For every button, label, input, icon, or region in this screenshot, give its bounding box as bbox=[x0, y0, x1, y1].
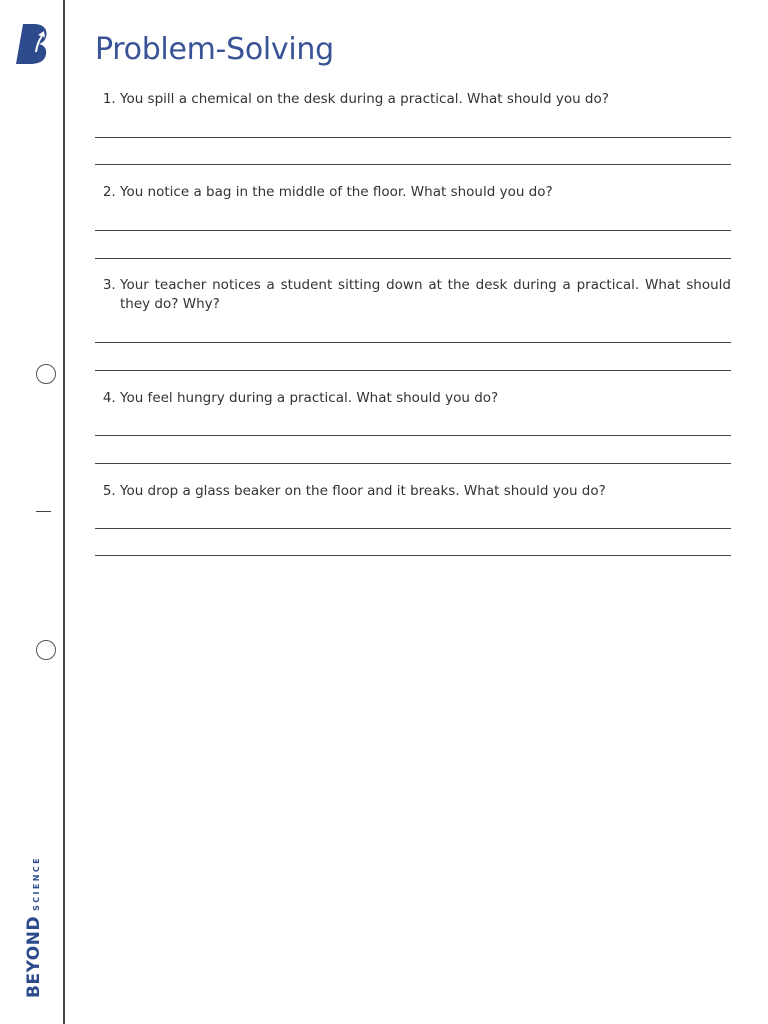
question-item-4 bbox=[95, 389, 731, 408]
brand-wordmark bbox=[24, 856, 44, 998]
punch-hole-bottom bbox=[36, 640, 56, 660]
answer-line[interactable] bbox=[95, 463, 731, 464]
question-number: 2. bbox=[102, 184, 116, 200]
answer-line[interactable] bbox=[95, 435, 731, 436]
question-text: You notice a bag in the middle of the floor. What should you do? bbox=[120, 184, 553, 200]
fold-mark bbox=[36, 511, 51, 512]
question-number: 4. bbox=[102, 390, 116, 406]
question-item-5 bbox=[95, 482, 731, 501]
answer-line[interactable] bbox=[95, 164, 731, 165]
answer-line[interactable] bbox=[95, 370, 731, 371]
answer-line[interactable] bbox=[95, 137, 731, 138]
question-item-2 bbox=[95, 183, 731, 202]
answer-line[interactable] bbox=[95, 258, 731, 259]
answer-line[interactable] bbox=[95, 528, 731, 529]
question-text: Your teacher notices a student sitting down at the desk during a practical. What should they do? Why? bbox=[120, 277, 731, 312]
question-text: You spill a chemical on the desk during a practical. What should you do? bbox=[120, 91, 609, 107]
answer-line[interactable] bbox=[95, 555, 731, 556]
question-number: 3. bbox=[102, 277, 116, 293]
question-text: You feel hungry during a practical. What should you do? bbox=[120, 390, 499, 406]
punch-hole-top bbox=[36, 364, 56, 384]
question-text: You drop a glass beaker on the floor and it breaks. What should you do? bbox=[120, 483, 606, 499]
answer-line[interactable] bbox=[95, 342, 731, 343]
question-item-1 bbox=[95, 90, 731, 109]
brand-name: BEYOND bbox=[24, 915, 44, 998]
margin-rule bbox=[63, 0, 65, 1024]
beyond-b-logo-icon bbox=[14, 22, 52, 66]
question-number: 5. bbox=[102, 483, 116, 499]
answer-line[interactable] bbox=[95, 230, 731, 231]
question-item-3 bbox=[95, 276, 731, 314]
brand-sub: SCIENCE bbox=[32, 856, 41, 911]
question-list bbox=[95, 0, 731, 1024]
page-title: Problem-Solving bbox=[95, 32, 334, 67]
question-number: 1. bbox=[102, 91, 116, 107]
